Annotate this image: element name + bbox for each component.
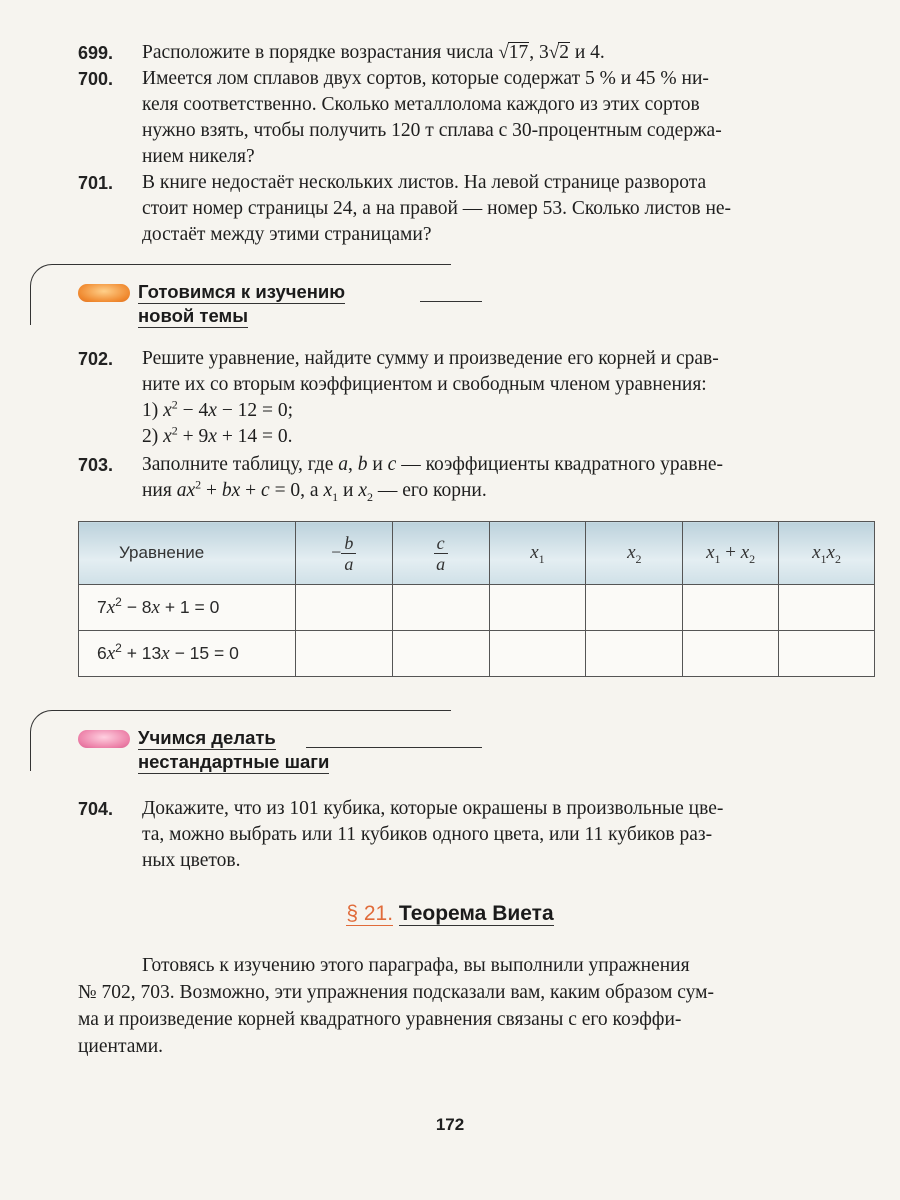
coefficient: 6 — [97, 642, 107, 663]
exponent: 2 — [171, 397, 178, 412]
variable: x — [163, 426, 172, 447]
text-line: В книге недостаёт нескольких листов. На левой странице разворота — [142, 172, 707, 193]
exercise-699: 699. Расположите в порядке возрастания числа √17, 3√2 и 4. — [78, 40, 878, 66]
exercise-704 — [78, 796, 878, 874]
paragraph-heading: Теорема Виета — [398, 902, 554, 925]
term: − 15 = 0 — [169, 642, 239, 663]
variable: x — [163, 400, 172, 421]
header-equation: Уравнение — [79, 522, 296, 585]
variable: a — [338, 454, 348, 475]
text: + — [201, 480, 222, 501]
table-header-row — [79, 522, 875, 585]
term: + 14 = 0. — [216, 426, 293, 447]
header-x1 — [489, 522, 586, 585]
variable: x — [208, 426, 217, 447]
equation-item — [142, 424, 878, 450]
text: ния — [142, 480, 177, 501]
exponent: 2 — [115, 640, 122, 655]
radicand: 2 — [559, 42, 569, 63]
table-row — [79, 585, 875, 631]
text-line: ните их со вторым коэффициентом и свободным членом уравнения: — [142, 374, 707, 395]
variable: x — [208, 400, 217, 421]
row-equation — [79, 585, 296, 631]
section-header-prepare — [30, 264, 490, 344]
table-cell — [295, 585, 392, 631]
text-line: нием никеля? — [142, 146, 255, 167]
exponent: 2 — [115, 594, 122, 609]
term: + 1 = 0 — [159, 596, 220, 617]
plus-sign: + — [720, 542, 741, 563]
variable: x — [530, 542, 539, 563]
exercise-text: и 4. — [569, 42, 605, 63]
table-cell — [779, 585, 875, 631]
text: и — [367, 454, 388, 475]
variable: x — [323, 480, 333, 501]
variable: c — [261, 480, 270, 501]
text-line: ных цветов. — [142, 850, 241, 871]
header-x1-plus-x2 — [683, 522, 779, 585]
table-cell — [392, 631, 489, 677]
text: Заполните таблицу, где — [142, 454, 339, 475]
denominator: a — [344, 553, 354, 574]
exercise-number: 703. — [78, 455, 114, 475]
exercise-text: Расположите в порядке возрастания числа — [142, 42, 499, 63]
table-cell — [295, 631, 392, 677]
variable: x — [106, 642, 116, 664]
table-cell — [683, 631, 779, 677]
exponent: 2 — [195, 477, 202, 492]
subscript: 2 — [635, 551, 642, 566]
text: — коэффициенты квадратного уравне- — [396, 454, 724, 475]
subscript: 2 — [749, 551, 756, 566]
subscript: 2 — [834, 551, 841, 566]
pink-marker-icon — [78, 730, 130, 748]
subscript: 1 — [714, 551, 721, 566]
intro-paragraph — [78, 952, 875, 1060]
exercise-number: 699. — [78, 43, 114, 63]
equation-item — [142, 398, 878, 424]
variable: x — [826, 542, 835, 563]
minus-sign: − — [331, 541, 342, 562]
fraction — [341, 533, 356, 574]
subscript: 1 — [332, 489, 339, 504]
table-cell — [586, 631, 683, 677]
text-line: Готовясь к изучению этого параграфа, вы выполнили упражнения — [142, 955, 690, 976]
paragraph-title — [0, 902, 900, 926]
text-line: нужно взять, чтобы получить 120 т сплава с 30-процентным содержа- — [142, 120, 722, 141]
table-cell — [779, 631, 875, 677]
text-line: № 702, 703. Возможно, эти упражнения подсказали вам, каким образом сум- — [78, 982, 714, 1003]
variable: x — [161, 642, 170, 664]
text-line: Имеется лом сплавов двух сортов, которые содержат 5 % и 45 % ни- — [142, 68, 709, 89]
title-underline-extension — [306, 747, 482, 748]
page-number: 172 — [435, 1115, 465, 1134]
vieta-table — [78, 521, 875, 677]
table-cell — [683, 585, 779, 631]
text-line — [142, 478, 878, 504]
text: , — [347, 454, 358, 475]
coefficient: 7 — [97, 596, 107, 617]
section-title-line: нестандартные шаги — [138, 751, 330, 772]
exercise-701 — [78, 170, 878, 248]
subscript: 2 — [366, 489, 373, 504]
text-line: Решите уравнение, найдите сумму и произведение его корней и срав- — [142, 348, 719, 369]
text-line: достаёт между этими страницами? — [142, 224, 432, 245]
header-c-over-a — [392, 522, 489, 585]
text: = 0, а — [269, 480, 324, 501]
variable: x — [358, 480, 367, 501]
subscript: 1 — [820, 551, 827, 566]
exercise-number: 702. — [78, 349, 114, 369]
denominator: a — [436, 553, 446, 574]
term: + 13 — [121, 642, 162, 663]
term: − 8 — [121, 596, 152, 617]
separator: , 3 — [529, 42, 549, 63]
exercise-number: 700. — [78, 69, 114, 89]
row-equation — [79, 631, 296, 677]
radicand: 17 — [508, 42, 529, 63]
table-cell — [392, 585, 489, 631]
table-cell — [489, 585, 586, 631]
text-line — [142, 452, 878, 478]
section-title-line: новой темы — [138, 305, 249, 326]
exercise-700 — [78, 66, 878, 170]
text-line: Докажите, что из 101 кубика, которые окрашены в произвольные цве- — [142, 798, 724, 819]
text: и — [338, 480, 359, 501]
exercise-702 — [78, 346, 878, 450]
item-label: 2) — [142, 426, 164, 447]
exercise-number: 704. — [78, 799, 114, 819]
variable: b — [357, 454, 368, 475]
term: − 12 = 0; — [216, 400, 294, 421]
variable: x — [812, 542, 821, 563]
table-row — [79, 631, 875, 677]
subscript: 1 — [538, 551, 545, 566]
text-line: циентами. — [78, 1036, 164, 1057]
variable: bx — [221, 480, 241, 501]
section-title-line: Готовимся к изучению — [138, 281, 346, 302]
fraction — [434, 533, 448, 574]
variable: x — [740, 542, 750, 563]
section-title-line: Учимся делать — [138, 727, 276, 748]
title-underline-extension — [420, 301, 482, 302]
variable: x — [151, 596, 160, 618]
text-line: келя соответственно. Сколько металлолома каждого из этих сортов — [142, 94, 700, 115]
numerator: c — [434, 533, 448, 554]
variable: x — [627, 542, 636, 563]
table-cell — [586, 585, 683, 631]
text-line: та, можно выбрать или 11 кубиков одного цвета, или 11 кубиков раз- — [142, 824, 713, 845]
exercise-703 — [78, 452, 878, 504]
text-line: стоит номер страницы 24, а на правой — номер 53. Сколько листов не- — [142, 198, 732, 219]
variable: x — [706, 542, 715, 563]
variable: ax — [176, 480, 196, 501]
section-header-nonstandard — [30, 710, 490, 790]
term: + 9 — [177, 426, 209, 447]
header-minus-b-over-a — [295, 522, 392, 585]
text: — его корни. — [372, 480, 487, 501]
term: − 4 — [177, 400, 209, 421]
header-x2 — [586, 522, 683, 585]
text-line: ма и произведение корней квадратного уравнения связаны с его коэффи- — [78, 1009, 682, 1030]
variable: x — [106, 596, 116, 618]
orange-marker-icon — [78, 284, 130, 302]
table-cell — [489, 631, 586, 677]
exercise-number: 701. — [78, 173, 114, 193]
exponent: 2 — [171, 423, 178, 438]
numerator: b — [341, 533, 356, 554]
item-label: 1) — [142, 400, 164, 421]
paragraph-number: § 21. — [346, 902, 394, 925]
section-title — [138, 280, 345, 328]
header-x1-times-x2 — [779, 522, 875, 585]
section-title — [138, 726, 329, 774]
text: + — [240, 480, 262, 501]
variable: c — [387, 454, 397, 475]
